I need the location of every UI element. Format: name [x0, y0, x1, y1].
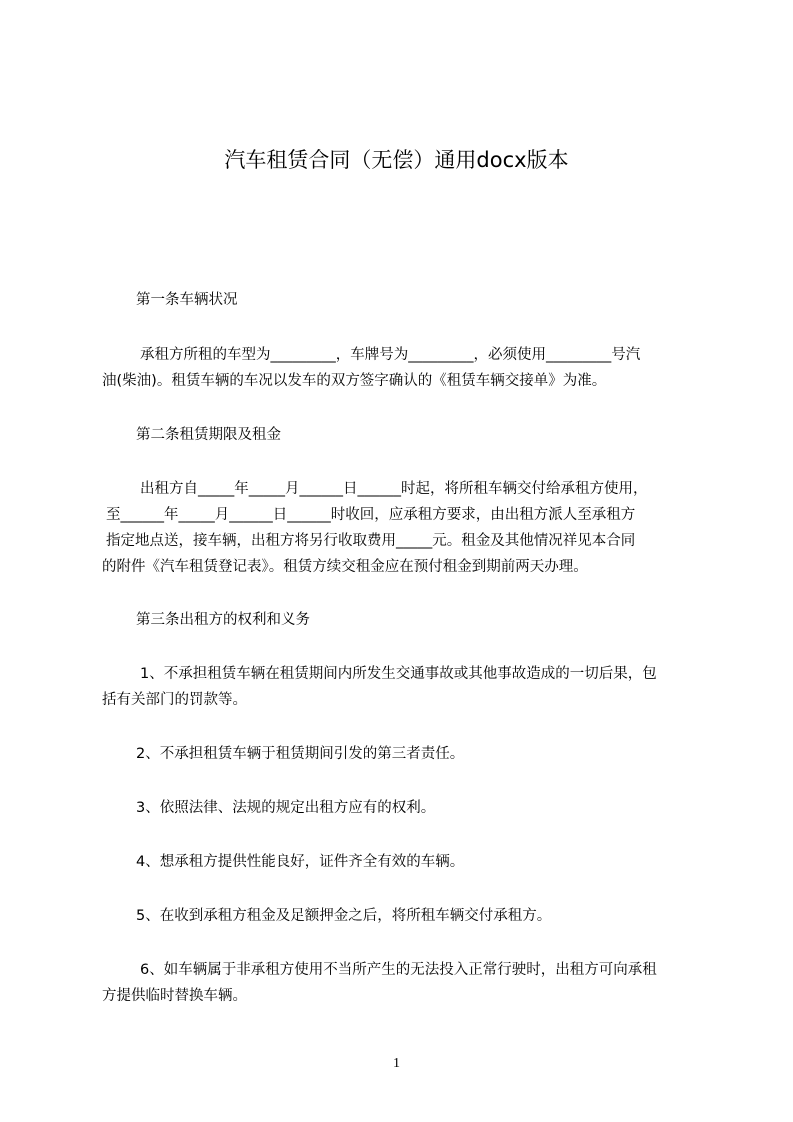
- section-heading: 第一条车辆状况: [136, 292, 238, 308]
- paragraph-line: 至______年_____月______日______时收回，应承租方要求，由出租方派人至承租方: [106, 507, 636, 523]
- paragraph-line: 6、如车辆属于非承租方使用不当所产生的无法投入正常行驶时，出租方可向承租: [140, 962, 657, 978]
- paragraph-line: 3、依照法律、法规的规定出租方应有的权利。: [136, 800, 436, 816]
- paragraph-line: 5、在收到承租方租金及足额押金之后，将所租车辆交付承租方。: [136, 908, 552, 924]
- paragraph-line: 括有关部门的罚款等。: [102, 692, 247, 708]
- paragraph-line: 出租方自_____年_____月______日______时起，将所租车辆交付给承租方使用，: [140, 481, 648, 497]
- paragraph-line: 2、不承担租赁车辆于租赁期间引发的第三者责任。: [136, 746, 465, 762]
- section-heading: 第三条出租方的权利和义务: [136, 612, 310, 628]
- section-heading: 第二条租赁期限及租金: [136, 427, 281, 443]
- document-title: 汽车租赁合同（无偿）通用docx版本: [224, 148, 569, 172]
- paragraph-line: 1、不承担租赁车辆在租赁期间内所发生交通事故或其他事故造成的一切后果，包: [140, 666, 657, 682]
- paragraph-line: 指定地点送，接车辆，出租方将另行收取费用_____元。租金及其他情况祥见本合同: [106, 533, 636, 549]
- paragraph-line: 的附件《汽车租赁登记表》。租赁方续交租金应在预付租金到期前两天办理。: [102, 559, 588, 575]
- page-number: 1: [393, 1056, 400, 1071]
- paragraph-line: 承租方所租的车型为_________，车牌号为_________，必须使用_________号汽: [140, 347, 641, 363]
- paragraph-line: 方提供临时替换车辆。: [102, 988, 247, 1004]
- paragraph-line: 油(柴油)。租赁车辆的车况以发车的双方签字确认的《租赁车辆交接单》为准。: [102, 373, 607, 389]
- paragraph-line: 4、想承租方提供性能良好，证件齐全有效的车辆。: [136, 854, 465, 870]
